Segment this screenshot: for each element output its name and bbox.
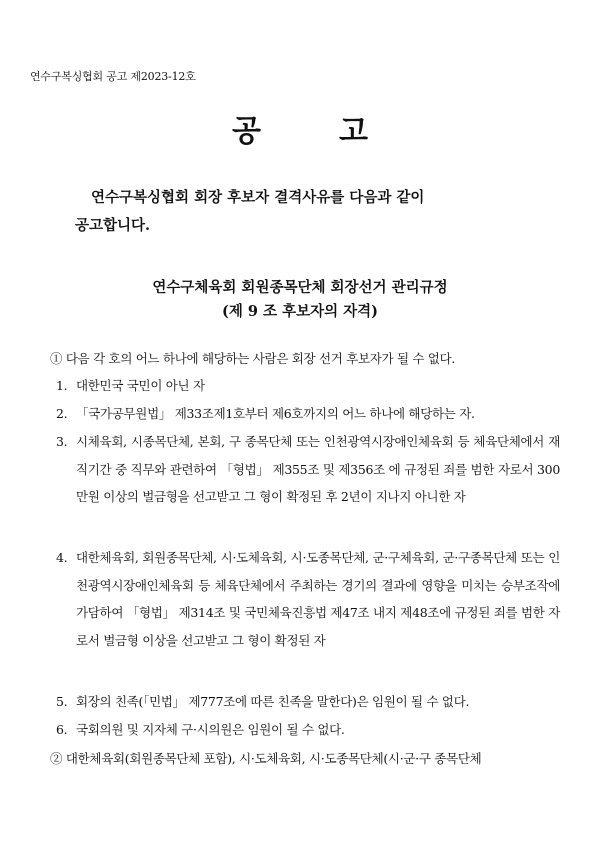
intro-line-2: 공고합니다.	[75, 217, 151, 234]
item-number: 3.	[56, 434, 68, 449]
document-title	[0, 112, 600, 152]
item-text: 시체육회, 시종목단체, 본회, 구 종목단체 또는 인천광역시장애인체육회 등 체육단체에서 재직기간 중 직무와 관련하여 「형법」 제355조 및 제356조 에 규정된 죄를 범한 자로서 300만원 이상의 벌금형을 선고받고 그 형이 확정된 후 2년이 지나지 아니한 자	[76, 434, 560, 504]
item-number: 2.	[56, 406, 68, 421]
list-item	[56, 716, 560, 744]
item-number: 1.	[56, 378, 68, 393]
list-item	[56, 372, 560, 400]
list-item	[56, 428, 560, 511]
list-item	[56, 688, 560, 716]
intro-line-1: 연수구복싱협회 회장 후보자 결격사유를 다음과 같이	[91, 189, 425, 206]
clause-2: ② 대한체육회(회원종목단체 포함), 시·도체육회, 시·도종목단체(시·군·구 종목단체	[50, 751, 482, 766]
document-number: 연수구복싱협회 공고 제2023-12호	[30, 70, 196, 83]
clause-1: ① 다음 각 호의 어느 하나에 해당하는 사람은 회장 선거 후보자가 될 수 없다.	[50, 351, 456, 366]
item-text: 국회의원 및 지자체 구·시의원은 임원이 될 수 없다.	[76, 722, 345, 737]
item-number: 4.	[56, 550, 68, 565]
item-number: 6.	[56, 722, 68, 737]
list-item	[56, 544, 560, 654]
item-text: 대한체육회, 회원종목단체, 시·도체육회, 시·도종목단체, 군·구체육회, 군·구종목단체 또는 인천광역시장애인체육회 등 체육단체에서 주최하는 경기의 결과에 영향을 미치는 승부조작에 가담하여 「형법」 제314조 및 국민체육진흥법 제47조 내지 제48조에 규정된 죄를 범한 자로서 벌금형 이상을 선고받고 그 형이 확정된 자	[76, 550, 560, 648]
title-char-2: 고	[339, 114, 368, 149]
regulation-subtitle: (제 9 조 후보자의 자격)	[221, 303, 379, 320]
title-char-1: 공	[232, 114, 261, 149]
list-item	[56, 400, 560, 428]
regulation-title: 연수구체육회 회원종목단체 회장선거 관리규정	[152, 279, 448, 296]
item-text: 「국가공무원법」 제33조제1호부터 제6호까지의 어느 하나에 해당하는 자.	[76, 406, 475, 421]
intro-paragraph	[75, 184, 555, 240]
item-text: 대한민국 국민이 아닌 자	[76, 378, 205, 393]
item-text: 회장의 친족(「민법」 제777조에 따른 친족을 말한다)은 임원이 될 수 없다.	[76, 694, 470, 709]
item-number: 5.	[56, 694, 68, 709]
regulation-heading	[0, 276, 600, 324]
